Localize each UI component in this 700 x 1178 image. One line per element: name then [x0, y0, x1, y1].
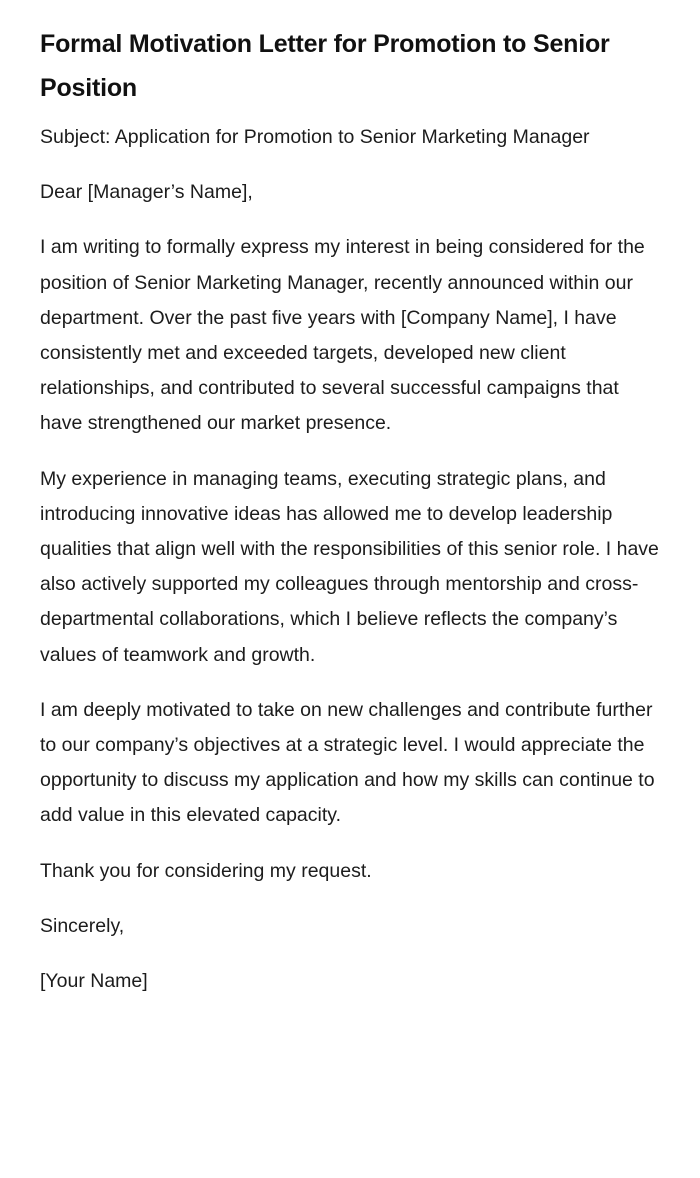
- closing-line: Sincerely,: [40, 914, 125, 937]
- salutation: Dear [Manager’s Name],: [40, 181, 253, 204]
- thanks-line: Thank you for considering my request.: [40, 859, 372, 882]
- page-title: Formal Motivation Letter for Promotion to Senior Position: [40, 30, 610, 102]
- body-paragraph-3: I am deeply motivated to take on new challenges and contribute further to our company’s objectives at a strategic level. I would appreciate the opportunity to discuss my application and how my skills can continue to add value in this elevated capacity.: [40, 698, 655, 827]
- subject-line: Subject: Application for Promotion to Senior Marketing Manager: [40, 126, 590, 148]
- signature-placeholder: [Your Name]: [40, 970, 148, 993]
- body-paragraph-2: My experience in managing teams, executing strategic plans, and introducing innovative ideas has allowed me to develop leadership qualities that align well with the responsibilities of this senior role. I have also actively supported my colleagues through mentorship and cross-departmental collaborations, which I believe reflects the company’s values of teamwork and growth.: [40, 467, 659, 666]
- body-paragraph-1: I am writing to formally express my interest in being considered for the position of Senior Marketing Manager, recently announced within our department. Over the past five years with [Company Name], I have consistently met and exceeded targets, developed new client relationships, and contributed to several successful campaigns that have strengthened our market presence.: [40, 236, 645, 435]
